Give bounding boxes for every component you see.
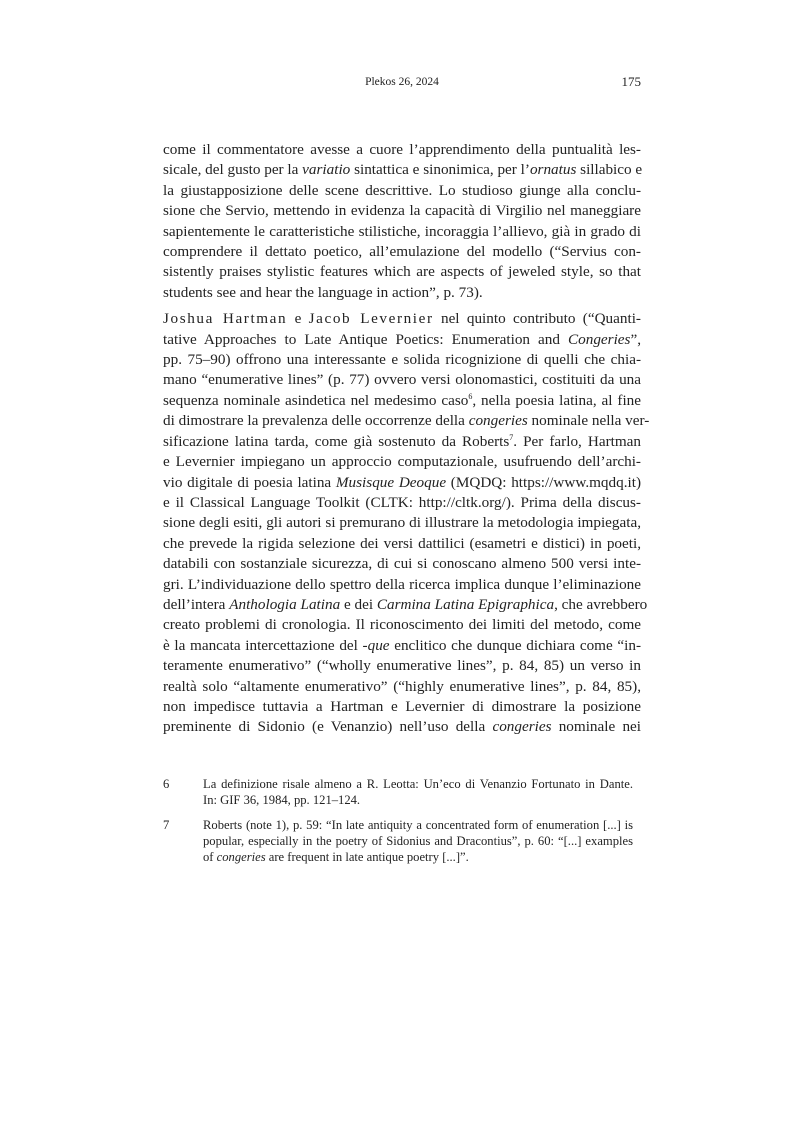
- italic-term: Musisque Deoque: [335, 473, 447, 491]
- italic-term: Congeries: [568, 330, 631, 348]
- text-line: creato problemi di cronologia. Il riconoscimento dei limiti del metodo, come: [163, 616, 641, 634]
- italic-term: congeries: [468, 412, 528, 430]
- author-name: Jacob Levernier: [308, 310, 434, 328]
- journal-citation: Plekos 26, 2024: [365, 76, 439, 88]
- text-line: sistently praises stylistic features which are aspects of jeweled style, so that: [163, 263, 641, 281]
- text-line: non impedisce tuttavia a Hartman e Levernier di dimostrare la posizione: [163, 697, 641, 715]
- text-line: sapientemente le caratteristiche stilistiche, incoraggia l’allievo, già in grado di: [163, 222, 641, 240]
- italic-term: variatio: [302, 161, 351, 179]
- text-line: comprendere il dettato poetico, all’emulazione del modello (“Servius con-: [163, 243, 641, 261]
- text-line: tative Approaches to Late Antique Poetics: Enumeration and Congeries”,: [163, 330, 641, 348]
- text-line: Roberts (note 1), p. 59: “In late antiquity a concentrated form of enumeration [...] is: [203, 818, 633, 832]
- text-line: dell’intera Anthologia Latina e dei Carmina Latina Epigraphica, che avrebbero: [163, 595, 648, 613]
- footnote: [163, 776, 633, 808]
- footnote: [163, 817, 633, 865]
- footnote-ref: 7: [509, 432, 514, 442]
- footnote-number: 6: [163, 777, 170, 791]
- text-line: è la mancata intercettazione del -que enclitico che dunque dichiara come “in-: [163, 636, 642, 654]
- text-line: gri. L’individuazione dello spettro della ricerca implica dunque l’eliminazione: [163, 575, 641, 593]
- page-number: 175: [621, 74, 641, 89]
- italic-term: -que: [362, 636, 390, 654]
- text-line: teramente enumerativo” (“wholly enumerative lines”, p. 84, 85) un verso in: [163, 657, 641, 675]
- text-line: pp. 75–90) offrono una interessante e solida ricognizione di quelli che chia-: [163, 351, 641, 369]
- paragraph: [163, 309, 650, 738]
- footnotes: [163, 776, 633, 874]
- italic-term: Carmina Latina Epigraphica: [376, 595, 555, 613]
- text-line: realtà solo “altamente enumerativo” (“highly enumerative lines”, p. 84, 85),: [163, 677, 641, 695]
- text-line: La definizione risale almeno a R. Leotta: Un’eco di Venanzio Fortunato in Dante.: [203, 777, 633, 791]
- text-line: In: GIF 36, 1984, pp. 121–124.: [203, 793, 361, 807]
- running-header: [163, 74, 641, 92]
- text-line: Joshua Hartman e Jacob Levernier nel quinto contributo (“Quanti-: [163, 310, 641, 328]
- italic-term: congeries: [216, 850, 266, 864]
- italic-term: ornatus: [529, 161, 577, 179]
- text-line: che prevede la rigida selezione dei versi dattilici (esametri e distici) in poeti,: [163, 534, 641, 552]
- italic-term: congeries: [492, 718, 552, 736]
- italic-term: Anthologia Latina: [229, 595, 341, 613]
- text-line: di dimostrare la prevalenza delle occorrenze della congeries nominale nella ver-: [163, 412, 650, 430]
- text-line: e il Classical Language Toolkit (CLTK: http://cltk.org/). Prima della discus-: [163, 493, 641, 511]
- text-line: databili con sostanziale sicurezza, di cui si conoscano almeno 500 versi inte-: [163, 555, 641, 573]
- text-line: preminente di Sidonio (e Venanzio) nell’uso della congeries nominale nei: [163, 718, 642, 736]
- text-line: sione degli esiti, gli autori si premurano di illustrare la metodologia impiegata,: [163, 514, 641, 532]
- text-line: come il commentatore avesse a cuore l’apprendimento della puntualità les-: [163, 141, 641, 158]
- text-line: mano “enumerative lines” (p. 77) ovvero versi olonomastici, costituiti da una: [163, 371, 641, 389]
- text-line: sequenza nominale asindetica nel medesimo caso$^6$, nella poesia latina, al fine: [163, 391, 642, 409]
- footnote-number: 7: [163, 818, 170, 832]
- text-line: vio digitale di poesia latina Musisque Deoque (MQDQ: https://www.mqdq.it): [163, 473, 641, 491]
- footnote-ref: 6: [468, 391, 473, 401]
- paragraph: [163, 140, 641, 303]
- text-line: sicale, del gusto per la variatio sintattica e sinonimica, per l’ornatus sillabico e: [163, 161, 643, 179]
- text-line: e Levernier impiegano un approccio computazionale, usufruendo dell’archi-: [163, 453, 641, 471]
- text-line: of congeries are frequent in late antique poetry [...]”.: [203, 850, 469, 864]
- text-line: sificazione latina tarda, come già sostenuto da Roberts$^7$. Per farlo, Hartman: [163, 432, 641, 450]
- text-line: students see and hear the language in action”, p. 73).: [163, 283, 483, 301]
- text-line: popular, especially in the poetry of Sidonius and Dracontius”, p. 60: “[...] examples: [203, 834, 633, 848]
- author-name: Joshua Hartman: [163, 310, 288, 328]
- body-text: [163, 140, 650, 738]
- text-line: sione che Servio, mettendo in evidenza la capacità di Virgilio nel maneggiare: [163, 202, 641, 220]
- text-line: la giustapposizione delle scene descrittive. Lo studioso giunge alla conclu-: [163, 181, 641, 199]
